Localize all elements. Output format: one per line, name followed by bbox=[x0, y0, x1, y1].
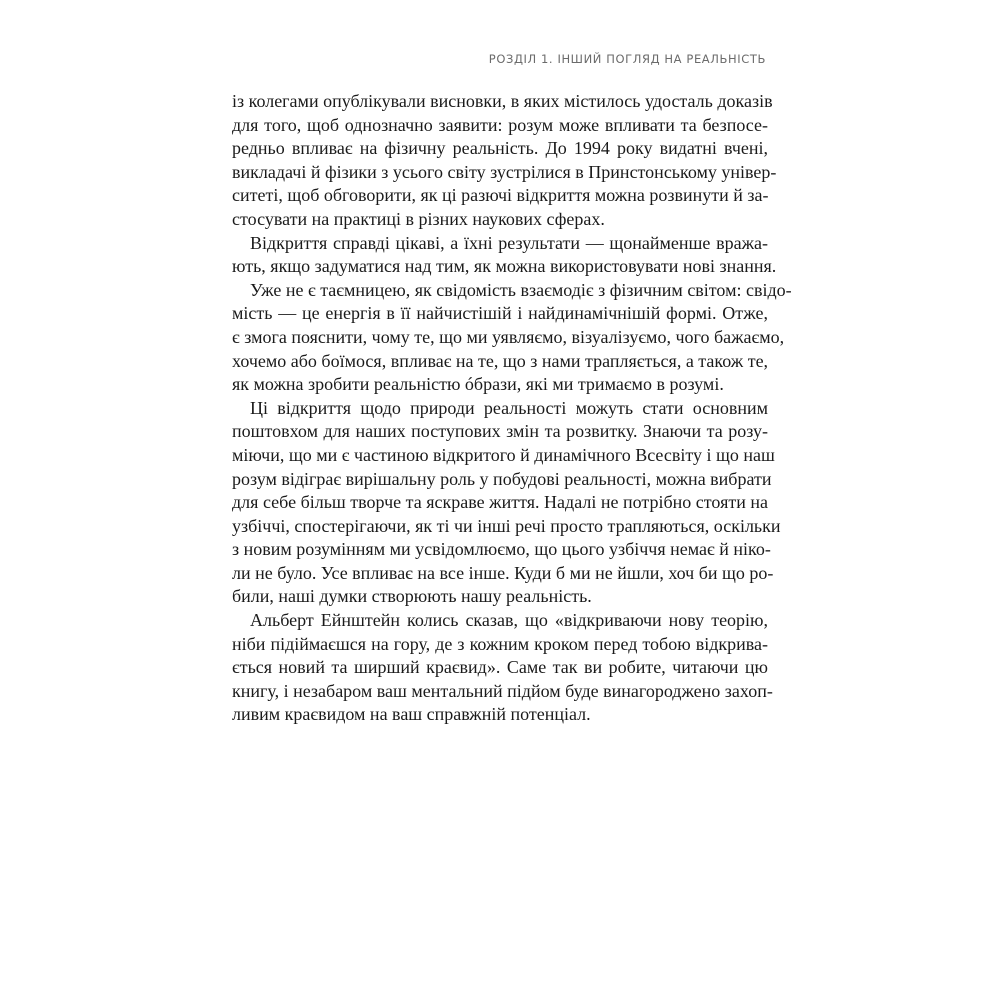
paragraph bbox=[232, 279, 792, 397]
text-line: Відкриття справді цікаві, а їхні результати — щонайменше вража- bbox=[250, 232, 768, 253]
text-line: хочемо або боїмося, впливає на те, що з нами трапляється, а також те, bbox=[232, 350, 769, 371]
text-line: ніби підіймаєшся на гору, де з кожним кроком перед тобою відкрива- bbox=[232, 633, 768, 654]
text-line: редньо впливає на фізичну реальність. До 1994 року видатні вчені, bbox=[232, 138, 768, 159]
text-line: ється новий та ширший краєвид». Саме так ви робите, читаючи цю bbox=[232, 657, 768, 678]
text-line: ють, якщо задуматися над тим, як можна використовувати нові знання. bbox=[232, 256, 777, 277]
text-line: міючи, що ми є частиною відкритого й динамічного Всесвіту і що наш bbox=[232, 444, 775, 465]
text-line: розум відіграє вирішальну роль у побудові реальності, можна вибрати bbox=[232, 468, 772, 489]
text-line: ли не було. Усе впливає на все інше. Куди б ми не йшли, хоч би що ро- bbox=[232, 562, 774, 583]
text-line: узбіччі, спостерігаючи, як ті чи інші речі просто трапляються, оскільки bbox=[232, 515, 781, 536]
paragraph bbox=[232, 232, 777, 279]
text-line: поштовхом для наших поступових змін та розвитку. Знаючи та розу- bbox=[232, 421, 768, 442]
paragraph bbox=[232, 90, 777, 232]
text-line: із колегами опублікували висновки, в яких містилось удосталь доказів bbox=[232, 91, 773, 111]
paragraph bbox=[232, 609, 773, 727]
running-header: РОЗДІЛ 1. ІНШИЙ ПОГЛЯД НА РЕАЛЬНІСТЬ bbox=[488, 52, 766, 66]
text-line: для того, щоб однозначно заявити: розум може впливати та безпосе- bbox=[232, 114, 768, 135]
text-line: мість — це енергія в її найчистішій і найдинамічнішій формі. Отже, bbox=[232, 303, 768, 324]
text-line: ситеті, щоб обговорити, як ці разючі відкриття можна розвинути й за- bbox=[232, 185, 769, 206]
text-line: ливим краєвидом на ваш справжній потенціал. bbox=[232, 704, 591, 725]
body-text bbox=[232, 90, 792, 727]
text-line: є змога пояснити, чому те, що ми уявляємо, візуалізуємо, чого бажаємо, bbox=[232, 326, 785, 347]
text-line: стосувати на практиці в різних наукових сферах. bbox=[232, 208, 605, 229]
text-line: Уже не є таємницею, як свідомість взаємодіє з фізичним світом: свідо- bbox=[250, 279, 792, 300]
text-line: викладачі й фізики з усього світу зустрілися в Принстонському універ- bbox=[232, 161, 777, 182]
text-line: книгу, і незабаром ваш ментальний підйом буде винагороджено захоп- bbox=[232, 680, 773, 701]
text-line: для себе більш творче та яскраве життя. Надалі не потрібно стояти на bbox=[232, 492, 768, 513]
text-line: Ці відкриття щодо природи реальності можуть стати основним bbox=[250, 397, 768, 418]
text-line: били, наші думки створюють нашу реальність. bbox=[232, 586, 592, 607]
paragraph bbox=[232, 397, 781, 609]
text-line: Альберт Ейнштейн колись сказав, що «відкриваючи нову теорію, bbox=[250, 610, 768, 631]
text-line: з новим розумінням ми усвідомлюємо, що цього узбіччя немає й ніко- bbox=[232, 539, 771, 560]
text-line: як можна зробити реальністю óбрази, які ми тримаємо в розумі. bbox=[232, 374, 724, 395]
